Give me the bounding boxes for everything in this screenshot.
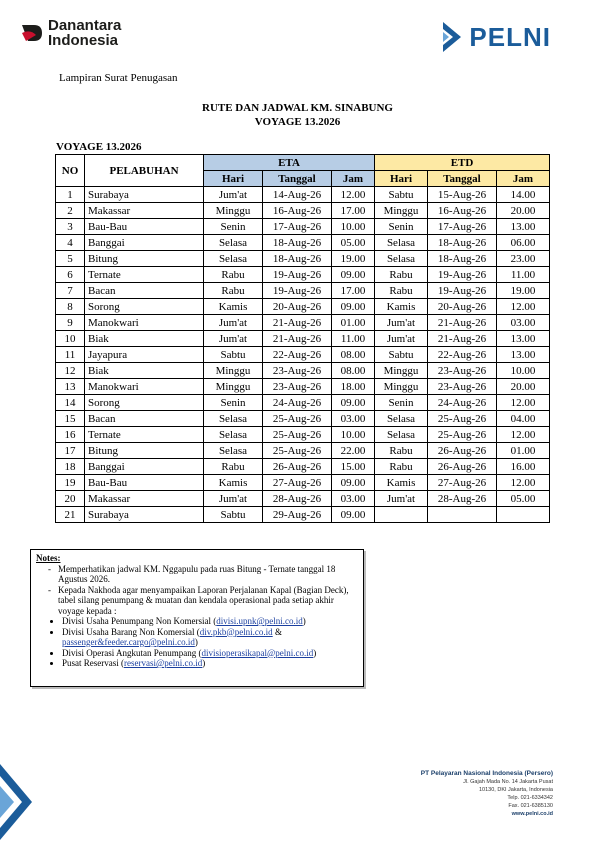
cell-no: 7: [56, 283, 85, 299]
cell-eta-hari: Sabtu: [204, 507, 263, 523]
cell-port: Banggai: [85, 235, 204, 251]
cell-eta-hari: Selasa: [204, 427, 263, 443]
cell-etd-tanggal: 18-Aug-26: [428, 235, 497, 251]
cell-eta-tanggal: 22-Aug-26: [263, 347, 332, 363]
cell-etd-tanggal: 23-Aug-26: [428, 363, 497, 379]
note-bullet-4: [62, 658, 358, 669]
cell-etd-hari: Minggu: [375, 379, 428, 395]
cell-port: Ternate: [85, 267, 204, 283]
cell-eta-tanggal: 14-Aug-26: [263, 187, 332, 203]
cell-eta-hari: Jum'at: [204, 315, 263, 331]
cell-eta-jam: 09.00: [332, 299, 375, 315]
table-row: [56, 251, 550, 267]
cell-etd-tanggal: 19-Aug-26: [428, 283, 497, 299]
cell-etd-tanggal: 24-Aug-26: [428, 395, 497, 411]
cell-no: 14: [56, 395, 85, 411]
footer-chevron-icon: [0, 752, 60, 841]
cell-etd-hari: Selasa: [375, 427, 428, 443]
cell-eta-tanggal: 16-Aug-26: [263, 203, 332, 219]
cell-port: Biak: [85, 331, 204, 347]
cell-etd-jam: 05.00: [497, 491, 550, 507]
cell-no: 16: [56, 427, 85, 443]
cell-no: 10: [56, 331, 85, 347]
email-operasi-link[interactable]: divisioperasikapal@pelni.co.id: [201, 647, 314, 658]
cell-etd-tanggal: 21-Aug-26: [428, 315, 497, 331]
bullet-4-text: Pusat Reservasi (: [62, 658, 124, 668]
eta-tanggal-header: Tanggal: [263, 171, 332, 187]
note-bullet-3: [62, 648, 358, 659]
table-row: [56, 379, 550, 395]
cell-etd-tanggal: 15-Aug-26: [428, 187, 497, 203]
cell-eta-jam: 11.00: [332, 331, 375, 347]
cell-etd-hari: Rabu: [375, 283, 428, 299]
cell-etd-tanggal: 26-Aug-26: [428, 443, 497, 459]
cell-etd-jam: 23.00: [497, 251, 550, 267]
cell-no: 17: [56, 443, 85, 459]
cell-etd-hari: Rabu: [375, 459, 428, 475]
cell-etd-jam: [497, 507, 550, 523]
cell-eta-jam: 10.00: [332, 219, 375, 235]
schedule-table: [55, 154, 550, 523]
cell-eta-hari: Senin: [204, 219, 263, 235]
cell-port: Manokwari: [85, 379, 204, 395]
pelni-logo: [441, 20, 551, 54]
table-row: [56, 427, 550, 443]
footer-fax: Fax. 021-6385130: [508, 803, 553, 809]
cell-eta-jam: 12.00: [332, 187, 375, 203]
cell-eta-jam: 08.00: [332, 347, 375, 363]
cell-eta-hari: Jum'at: [204, 491, 263, 507]
danantara-logo: [20, 18, 121, 48]
cell-etd-hari: Senin: [375, 395, 428, 411]
cell-eta-tanggal: 25-Aug-26: [263, 443, 332, 459]
cell-etd-hari: Rabu: [375, 443, 428, 459]
danantara-line2: Indonesia: [48, 32, 119, 49]
cell-port: Bau-Bau: [85, 475, 204, 491]
cell-port: Surabaya: [85, 187, 204, 203]
cell-eta-jam: 01.00: [332, 315, 375, 331]
cell-etd-hari: Jum'at: [375, 331, 428, 347]
note-bullet-2: [62, 627, 358, 648]
eta-hari-header: Hari: [204, 171, 263, 187]
cell-no: 6: [56, 267, 85, 283]
cell-etd-hari: Minggu: [375, 363, 428, 379]
cell-no: 2: [56, 203, 85, 219]
cell-etd-hari: Rabu: [375, 267, 428, 283]
cell-etd-tanggal: 22-Aug-26: [428, 347, 497, 363]
footer-website-link[interactable]: www.pelni.co.id: [511, 811, 553, 817]
cell-port: Banggai: [85, 459, 204, 475]
bullet-1-text: Divisi Usaha Penumpang Non Komersial (: [62, 616, 217, 626]
footer-tel: Telp. 021-6334342: [507, 795, 553, 801]
cell-eta-jam: 15.00: [332, 459, 375, 475]
cell-etd-tanggal: 23-Aug-26: [428, 379, 497, 395]
cell-etd-tanggal: 28-Aug-26: [428, 491, 497, 507]
document-title: [0, 101, 595, 129]
cell-eta-jam: 09.00: [332, 395, 375, 411]
pelni-brand: PELNI: [469, 21, 551, 52]
cell-etd-tanggal: 16-Aug-26: [428, 203, 497, 219]
cell-etd-hari: Jum'at: [375, 491, 428, 507]
cell-etd-hari: Kamis: [375, 299, 428, 315]
cell-eta-jam: 09.00: [332, 475, 375, 491]
cell-eta-tanggal: 24-Aug-26: [263, 395, 332, 411]
cell-eta-tanggal: 18-Aug-26: [263, 251, 332, 267]
cell-eta-hari: Minggu: [204, 379, 263, 395]
cell-eta-tanggal: 28-Aug-26: [263, 491, 332, 507]
cell-eta-tanggal: 21-Aug-26: [263, 315, 332, 331]
cell-etd-jam: 19.00: [497, 283, 550, 299]
cell-eta-tanggal: 18-Aug-26: [263, 235, 332, 251]
cell-eta-hari: Kamis: [204, 299, 263, 315]
cell-eta-tanggal: 20-Aug-26: [263, 299, 332, 315]
cell-port: Surabaya: [85, 507, 204, 523]
cell-port: Sorong: [85, 299, 204, 315]
cell-etd-jam: 13.00: [497, 331, 550, 347]
table-row: [56, 347, 550, 363]
cell-eta-jam: 17.00: [332, 283, 375, 299]
note-bullet-1: [62, 616, 358, 627]
table-row: [56, 443, 550, 459]
table-row: [56, 219, 550, 235]
cell-no: 15: [56, 411, 85, 427]
amp: &: [272, 626, 282, 637]
cell-port: Bacan: [85, 411, 204, 427]
eta-header: ETA: [204, 155, 375, 171]
cell-etd-tanggal: 26-Aug-26: [428, 459, 497, 475]
note-item-1: - Memperhatikan jadwal KM. Nggapulu pada ruas Bitung - Ternate tanggal 18 Agustus 2026.: [58, 564, 358, 585]
cell-eta-jam: 10.00: [332, 427, 375, 443]
footer-company: PT Pelayaran Nasional Indonesia (Persero): [420, 770, 553, 777]
danantara-line1: Danantara: [48, 17, 122, 34]
cell-eta-hari: Kamis: [204, 475, 263, 491]
voyage-label: VOYAGE 13.2026: [56, 141, 142, 153]
cell-eta-jam: 09.00: [332, 507, 375, 523]
cell-port: Manokwari: [85, 315, 204, 331]
cell-port: Bau-Bau: [85, 219, 204, 235]
cell-port: Jayapura: [85, 347, 204, 363]
pelni-arrow-icon: [441, 20, 463, 54]
cell-eta-jam: 09.00: [332, 267, 375, 283]
cell-etd-jam: 12.00: [497, 299, 550, 315]
cell-eta-hari: Selasa: [204, 235, 263, 251]
paren: ): [302, 616, 306, 626]
cell-eta-jam: 18.00: [332, 379, 375, 395]
cell-eta-tanggal: 17-Aug-26: [263, 219, 332, 235]
table-row: [56, 203, 550, 219]
table-row: [56, 331, 550, 347]
table-row: [56, 395, 550, 411]
table-row: [56, 283, 550, 299]
cell-etd-jam: 20.00: [497, 379, 550, 395]
cell-no: 3: [56, 219, 85, 235]
cell-etd-jam: 13.00: [497, 347, 550, 363]
etd-header: ETD: [375, 155, 550, 171]
danantara-mark-icon: [20, 21, 44, 45]
email-feeder-link[interactable]: passenger&feeder.cargo@pelni.co.id: [62, 637, 195, 647]
cell-etd-jam: 16.00: [497, 459, 550, 475]
paren: ): [202, 658, 206, 668]
lampiran-label: Lampiran Surat Penugasan: [59, 72, 178, 84]
cell-eta-hari: Jum'at: [204, 187, 263, 203]
cell-port: Makassar: [85, 203, 204, 219]
etd-hari-header: Hari: [375, 171, 428, 187]
cell-etd-jam: 20.00: [497, 203, 550, 219]
cell-etd-hari: Sabtu: [375, 187, 428, 203]
cell-etd-tanggal: 17-Aug-26: [428, 219, 497, 235]
cell-eta-hari: Minggu: [204, 363, 263, 379]
cell-eta-hari: Sabtu: [204, 347, 263, 363]
cell-eta-tanggal: 26-Aug-26: [263, 459, 332, 475]
cell-eta-hari: Rabu: [204, 267, 263, 283]
table-row: [56, 187, 550, 203]
cell-etd-tanggal: 21-Aug-26: [428, 331, 497, 347]
cell-no: 18: [56, 459, 85, 475]
cell-eta-tanggal: 23-Aug-26: [263, 379, 332, 395]
cell-eta-tanggal: 25-Aug-26: [263, 427, 332, 443]
cell-eta-hari: Selasa: [204, 251, 263, 267]
cell-no: 19: [56, 475, 85, 491]
cell-eta-hari: Senin: [204, 395, 263, 411]
cell-eta-tanggal: 23-Aug-26: [263, 363, 332, 379]
cell-port: Sorong: [85, 395, 204, 411]
cell-eta-hari: Rabu: [204, 283, 263, 299]
cell-eta-jam: 03.00: [332, 491, 375, 507]
cell-no: 21: [56, 507, 85, 523]
bullet-2-text: Divisi Usaha Barang Non Komersial (: [62, 626, 200, 637]
cell-etd-tanggal: 27-Aug-26: [428, 475, 497, 491]
col-no-header: NO: [56, 155, 85, 187]
cell-eta-jam: 19.00: [332, 251, 375, 267]
cell-etd-tanggal: 25-Aug-26: [428, 411, 497, 427]
table-row: [56, 491, 550, 507]
cell-etd-hari: Selasa: [375, 235, 428, 251]
cell-no: 20: [56, 491, 85, 507]
cell-eta-hari: Rabu: [204, 459, 263, 475]
cell-port: Ternate: [85, 427, 204, 443]
cell-eta-hari: Selasa: [204, 411, 263, 427]
cell-port: Biak: [85, 363, 204, 379]
footer-address: [421, 770, 553, 818]
cell-port: Bitung: [85, 251, 204, 267]
note-item-2: - Kepada Nakhoda agar menyampaikan Laporan Perjalanan Kapal (Bagian Deck), tabel silang penumpang & muatan dan kendala operasional pada setiap akhir voyage kepada :: [58, 585, 358, 617]
etd-tanggal-header: Tanggal: [428, 171, 497, 187]
cell-etd-jam: 13.00: [497, 219, 550, 235]
cell-no: 4: [56, 235, 85, 251]
title-line1: RUTE DAN JADWAL KM. SINABUNG: [202, 102, 393, 114]
email-reservasi-link[interactable]: reservasi@pelni.co.id: [124, 658, 203, 668]
email-pkb-link[interactable]: div.pkb@pelni.co.id: [199, 626, 273, 637]
cell-no: 11: [56, 347, 85, 363]
cell-no: 12: [56, 363, 85, 379]
cell-etd-jam: 12.00: [497, 395, 550, 411]
cell-eta-tanggal: 25-Aug-26: [263, 411, 332, 427]
notes-box: [30, 549, 364, 687]
eta-jam-header: Jam: [332, 171, 375, 187]
etd-jam-header: Jam: [497, 171, 550, 187]
cell-etd-tanggal: 19-Aug-26: [428, 267, 497, 283]
cell-port: Makassar: [85, 491, 204, 507]
table-row: [56, 267, 550, 283]
cell-etd-hari: Selasa: [375, 251, 428, 267]
cell-etd-hari: [375, 507, 428, 523]
cell-etd-hari: Minggu: [375, 203, 428, 219]
cell-no: 13: [56, 379, 85, 395]
cell-etd-jam: 03.00: [497, 315, 550, 331]
cell-etd-jam: 06.00: [497, 235, 550, 251]
cell-etd-hari: Selasa: [375, 411, 428, 427]
cell-etd-hari: Senin: [375, 219, 428, 235]
email-upnk-link[interactable]: divisi.upnk@pelni.co.id: [216, 616, 303, 626]
table-row: [56, 299, 550, 315]
cell-etd-jam: 12.00: [497, 475, 550, 491]
cell-eta-tanggal: 27-Aug-26: [263, 475, 332, 491]
cell-etd-jam: 01.00: [497, 443, 550, 459]
table-row: [56, 475, 550, 491]
cell-etd-hari: Jum'at: [375, 315, 428, 331]
title-line2: VOYAGE 13.2026: [254, 116, 341, 128]
cell-no: 9: [56, 315, 85, 331]
cell-eta-hari: Minggu: [204, 203, 263, 219]
cell-eta-jam: 17.00: [332, 203, 375, 219]
footer-addr1: Jl. Gajah Mada No. 14 Jakarta Pusat: [463, 779, 553, 785]
cell-eta-tanggal: 29-Aug-26: [263, 507, 332, 523]
cell-etd-jam: 14.00: [497, 187, 550, 203]
cell-no: 1: [56, 187, 85, 203]
cell-etd-hari: Sabtu: [375, 347, 428, 363]
col-port-header: PELABUHAN: [85, 155, 204, 187]
cell-etd-jam: 10.00: [497, 363, 550, 379]
cell-eta-jam: 03.00: [332, 411, 375, 427]
cell-etd-tanggal: 25-Aug-26: [428, 427, 497, 443]
cell-etd-jam: 11.00: [497, 267, 550, 283]
cell-eta-tanggal: 19-Aug-26: [263, 267, 332, 283]
table-row: [56, 507, 550, 523]
cell-eta-hari: Jum'at: [204, 331, 263, 347]
cell-eta-hari: Selasa: [204, 443, 263, 459]
paren: ): [194, 637, 198, 647]
table-row: [56, 411, 550, 427]
cell-eta-jam: 05.00: [332, 235, 375, 251]
table-row: [56, 459, 550, 475]
cell-no: 8: [56, 299, 85, 315]
cell-no: 5: [56, 251, 85, 267]
table-row: [56, 235, 550, 251]
cell-etd-tanggal: 18-Aug-26: [428, 251, 497, 267]
cell-eta-jam: 22.00: [332, 443, 375, 459]
cell-etd-hari: Kamis: [375, 475, 428, 491]
cell-port: Bitung: [85, 443, 204, 459]
cell-port: Bacan: [85, 283, 204, 299]
cell-eta-tanggal: 19-Aug-26: [263, 283, 332, 299]
paren: ): [313, 647, 317, 658]
cell-etd-tanggal: [428, 507, 497, 523]
bullet-3-text: Divisi Operasi Angkutan Penumpang (: [62, 647, 202, 658]
notes-heading: Notes:: [36, 553, 61, 563]
footer-addr2: 10130, DKI Jakarta, Indonesia: [479, 787, 553, 793]
table-row: [56, 363, 550, 379]
cell-etd-jam: 04.00: [497, 411, 550, 427]
table-row: [56, 315, 550, 331]
cell-eta-tanggal: 21-Aug-26: [263, 331, 332, 347]
cell-eta-jam: 08.00: [332, 363, 375, 379]
cell-etd-tanggal: 20-Aug-26: [428, 299, 497, 315]
cell-etd-jam: 12.00: [497, 427, 550, 443]
